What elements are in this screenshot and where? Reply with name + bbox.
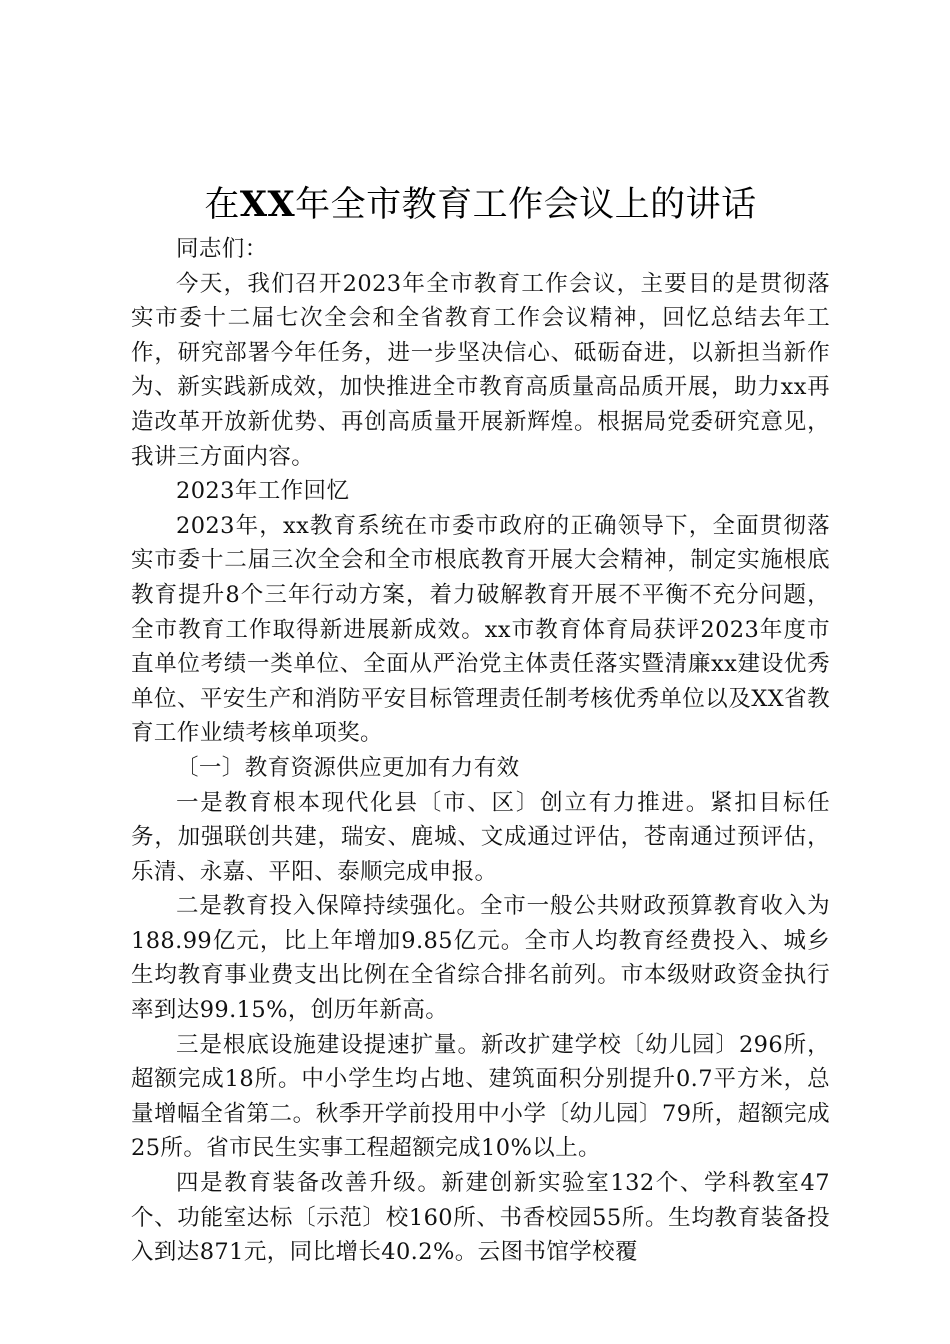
point-three-paragraph: 三是根底设施建设提速扩量。新改扩建学校〔幼儿园〕296所，超额完成18所。中小学生均占地、建筑面积分别提升0.7平方米，总量增幅全省第二。秋季开学前投用中小学〔幼儿园〕79所，超额完成25所。省市民生实事工程超额完成10%以上。	[131, 1031, 830, 1162]
subheading-one: 〔一〕教育资源供应更加有力有效	[176, 754, 520, 781]
review-paragraph: 2023年，xx教育系统在市委市政府的正确领导下，全面贯彻落实市委十二届三次全会和全市根底教育开展大会精神，制定实施根底教育提升8个三年行动方案，着力破解教育开展不平衡不充分问题，全市教育工作取得新进展新成效。xx市教育体育局获评2023年度市直单位考绩一类单位、全面从严治党主体责任落实暨清廉xx建设优秀单位、平安生产和消防平安目标管理责任制考核优秀单位以及XX省教育工作业绩考核单项奖。	[131, 512, 830, 747]
salutation: 同志们：	[176, 236, 268, 262]
point-one-paragraph: 一是教育根本现代化县〔市、区〕创立有力推进。紧扣目标任务，加强联创共建，瑞安、鹿城、文成通过评估，苍南通过预评估，乐清、永嘉、平阳、泰顺完成申报。	[131, 789, 830, 885]
point-four-paragraph: 四是教育装备改善升级。新建创新实验室132个、学科教室47个、功能室达标〔示范〕校160所、书香校园55所。生均教育装备投入到达871元，同比增长40.2%。云图书馆学校覆	[131, 1170, 830, 1266]
document-title	[131, 182, 830, 228]
section-heading: 2023年工作回忆	[176, 478, 350, 505]
document-page	[131, 182, 830, 1270]
title-prefix: 在	[204, 185, 240, 225]
point-two-paragraph: 二是教育投入保障持续强化。全市一般公共财政预算教育收入为188.99亿元，比上年增加9.85亿元。全市人均教育经费投入、城乡生均教育事业费支出比例在全省综合排名前列。市本级财政资金执行率到达99.15%，创历年新高。	[131, 893, 830, 1024]
intro-paragraph: 今天，我们召开2023年全市教育工作会议，主要目的是贯彻落实市委十二届七次全会和全省教育工作会议精神，回忆总结去年工作，研究部署今年任务，进一步坚决信心、砥砺奋进，以新担当新作为、新实践新成效，加快推进全市教育高质量高品质开展，助力xx再造改革开放新优势、再创高质量开展新辉煌。根据局党委研究意见，我讲三方面内容。	[131, 270, 830, 470]
title-bold-placeholder: XX	[239, 184, 296, 225]
title-suffix: 年全市教育工作会议上的讲话	[295, 185, 757, 225]
